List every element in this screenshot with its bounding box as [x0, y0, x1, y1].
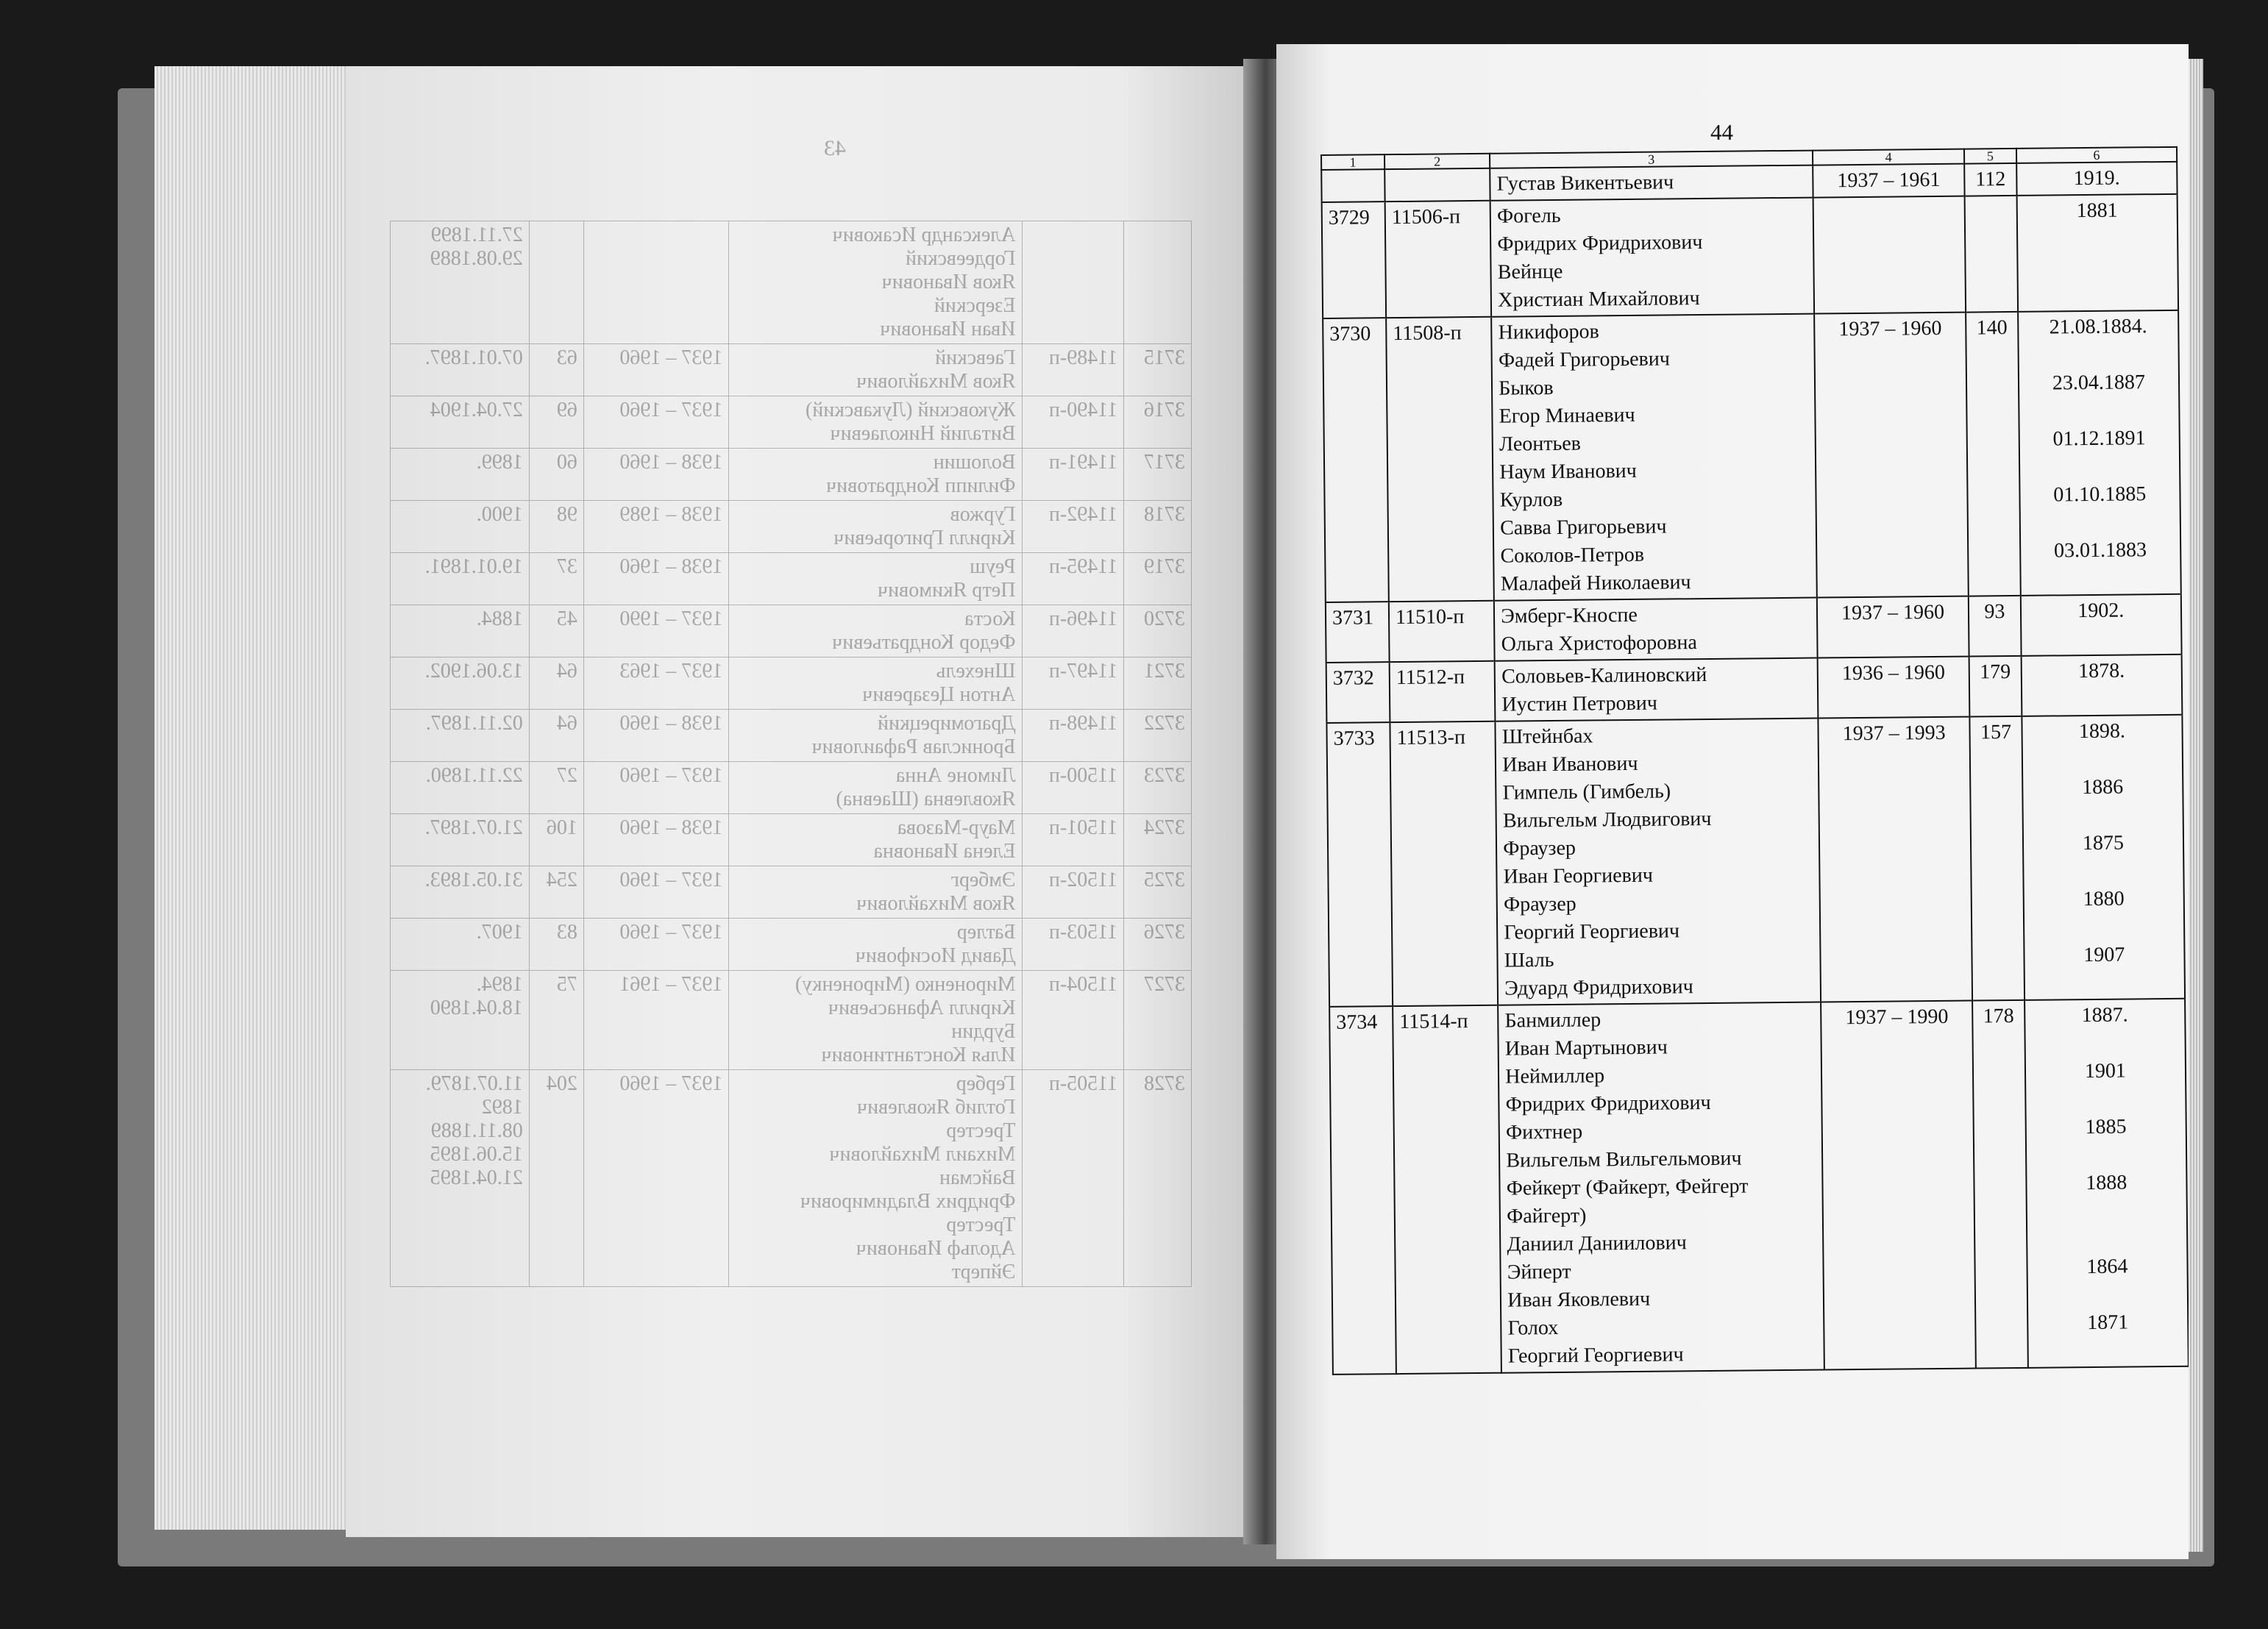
bleed-dates — [391, 449, 530, 501]
bleed-name-line: Коста — [964, 607, 1016, 630]
bleed-date: 22.11.1890. — [425, 764, 523, 787]
bleed-dates — [391, 605, 530, 657]
years-cell — [1813, 196, 1966, 314]
bleed-number: 3728 — [1124, 1070, 1192, 1287]
bleed-date: 1907. — [476, 921, 523, 944]
record-row — [1322, 194, 2178, 318]
bleed-dates — [391, 866, 530, 919]
names-cell — [1495, 658, 1819, 721]
bleed-dates — [391, 710, 530, 762]
bleed-years: 1937 – 1960 — [583, 762, 728, 814]
bleed-dates — [391, 814, 530, 866]
bleed-years — [583, 221, 728, 344]
bleed-name-line: Елена Ивановна — [873, 840, 1016, 863]
bleed-number: 3717 — [1124, 449, 1192, 501]
names-cell — [1496, 719, 1821, 1005]
bleed-case: 11490-п — [1022, 396, 1124, 449]
bleed-name-line: Яков Михайлович — [856, 892, 1016, 915]
birth-date: 01.12.1891 — [2052, 427, 2146, 451]
case-number: 11514-п — [1393, 1005, 1501, 1374]
bleed-pages: 69 — [529, 396, 583, 449]
bleed-row — [391, 501, 1192, 553]
bleed-number: 3724 — [1124, 814, 1192, 866]
bleed-pages: 204 — [529, 1070, 583, 1287]
names-cell — [1490, 198, 1814, 317]
person-surname: Фейкерт (Файкерт, Фейгерт — [1506, 1174, 1749, 1200]
dates-cell — [2016, 194, 2178, 312]
column-header: 5 — [1964, 149, 2016, 164]
bleed-name-line: Эмберг — [950, 869, 1016, 891]
bleed-names — [729, 1070, 1022, 1287]
person-given-name: Егор Минаевич — [1499, 403, 1635, 428]
years-cell: 1937 – 1990 — [1821, 1001, 1976, 1370]
bleed-years: 1938 – 1960 — [583, 710, 728, 762]
bleed-row — [391, 657, 1192, 710]
birth-date: 1888 — [2086, 1171, 2127, 1195]
person-given-name: Христиан Михайлович — [1498, 287, 1700, 312]
person-given-name: Иван Мартынович — [1504, 1035, 1668, 1061]
column-header: 4 — [1813, 149, 1964, 165]
bleed-name-line: Волошин — [933, 451, 1016, 474]
person-given-name: Вильгельм Вильгельмович — [1506, 1147, 1742, 1172]
bleed-name-line: Мироненко (Мироненку) — [794, 973, 1016, 996]
bleed-names — [729, 344, 1022, 396]
person-given-name: Савва Григорьевич — [1500, 515, 1667, 540]
birth-date: 01.10.1885 — [2053, 482, 2147, 507]
bleed-case: 11496-п — [1022, 605, 1124, 657]
bleed-name-line: Езерский — [934, 294, 1016, 317]
bleed-names — [729, 814, 1022, 866]
birth-date: 1901 — [2084, 1059, 2127, 1083]
bleed-name-line: Гордеевский — [906, 247, 1016, 270]
case-number: 11512-п — [1390, 661, 1496, 722]
record-row — [1323, 310, 2181, 602]
bleed-years: 1937 – 1960 — [583, 344, 728, 396]
bleed-number: 3727 — [1124, 971, 1192, 1070]
person-given-name: Георгий Георгиевич — [1504, 919, 1680, 944]
bleed-row — [391, 553, 1192, 605]
bleed-name-line: Иван Иванович — [880, 318, 1016, 341]
bleed-name-line: Трестер — [946, 1119, 1016, 1142]
bleed-dates — [391, 553, 530, 605]
bleed-dates — [391, 919, 530, 971]
bleed-names — [729, 919, 1022, 971]
bleed-date: 02.11.1897. — [425, 712, 523, 735]
bleed-pages: 83 — [529, 919, 583, 971]
person-given-name: Фадей Григорьевич — [1498, 347, 1671, 372]
years-cell: 1937 – 1960 — [1817, 596, 1969, 658]
person-surname: Фраузер — [1503, 836, 1576, 860]
bleed-name-line: Готлиб Яковлевич — [857, 1096, 1016, 1119]
bleed-number: 3722 — [1124, 710, 1192, 762]
bleed-years: 1937 – 1960 — [583, 396, 728, 449]
birth-date: 1880 — [2083, 887, 2125, 911]
bleed-pages: 98 — [529, 501, 583, 553]
bleed-number: 3721 — [1124, 657, 1192, 710]
person-surname: Эйперт — [1507, 1260, 1571, 1284]
bleed-names — [729, 501, 1022, 553]
bleed-name-line: Кирилл Григорьевич — [833, 527, 1016, 549]
bleed-case: 11498-п — [1022, 710, 1124, 762]
bleed-dates — [391, 971, 530, 1070]
bleed-row — [391, 344, 1192, 396]
bleed-date: 21.07.1897. — [424, 816, 523, 839]
dates-cell — [2022, 715, 2185, 1000]
bleed-row — [391, 221, 1192, 344]
bleed-name-line: Давид Иосифович — [855, 944, 1016, 967]
bleed-number: 3726 — [1124, 919, 1192, 971]
page-stack-edges — [154, 66, 375, 1530]
record-number: 3731 — [1326, 602, 1390, 663]
bleed-number: 3720 — [1124, 605, 1192, 657]
bleed-pages: 37 — [529, 553, 583, 605]
bleed-years: 1937 – 1960 — [583, 866, 728, 919]
bleed-pages: 254 — [529, 866, 583, 919]
bleed-date: 21.04.1895 — [430, 1166, 523, 1189]
names-cell — [1491, 314, 1816, 601]
bleed-through-text — [346, 66, 1258, 1537]
bleed-row — [391, 449, 1192, 501]
bleed-row — [391, 762, 1192, 814]
record-number: 3730 — [1323, 318, 1389, 602]
bleed-case: 11504-п — [1022, 971, 1124, 1070]
person-surname: Фраузер — [1503, 892, 1576, 916]
bleed-date: 13.06.1902. — [424, 660, 523, 682]
person-surname: Соколов-Петров — [1500, 543, 1645, 568]
names-cell — [1494, 598, 1818, 661]
bleed-date: 08.11.1889 — [430, 1119, 523, 1142]
bleed-names — [729, 553, 1022, 605]
left-table — [390, 221, 1192, 1287]
person-surname: Эмберг-Кноспе — [1501, 603, 1638, 628]
bleed-name-line: Филипп Кондратович — [826, 474, 1016, 497]
bleed-name-line: Илья Константинович — [821, 1044, 1016, 1066]
bleed-date: 27.11.1899 — [430, 224, 523, 246]
person-surname: Даниил Даниилович — [1507, 1231, 1687, 1256]
bleed-name-line: Гуржов — [950, 503, 1016, 526]
bleed-pages: 106 — [529, 814, 583, 866]
bleed-name-line: Эйперт — [951, 1261, 1016, 1283]
bleed-years: 1938 – 1960 — [583, 449, 728, 501]
pages-cell: 93 — [1969, 596, 2021, 657]
person-given-name: Иван Георгиевич — [1503, 863, 1654, 888]
record-number: 3729 — [1322, 202, 1386, 318]
bleed-row — [391, 1070, 1192, 1287]
birth-date: 1887. — [2081, 1003, 2128, 1027]
bleed-pages: 75 — [529, 971, 583, 1070]
bleed-row — [391, 814, 1192, 866]
bleed-case: 11503-п — [1022, 919, 1124, 971]
bleed-name-line: Маур-Мазова — [897, 816, 1016, 839]
dates-cell — [2025, 999, 2189, 1368]
bleed-years: 1937 – 1990 — [583, 605, 728, 657]
person-surname: Банмиллер — [1504, 1008, 1602, 1033]
record-row — [1326, 715, 2185, 1007]
bleed-names — [729, 710, 1022, 762]
birth-date: 1871 — [2086, 1311, 2129, 1335]
person-surname: Голох — [1507, 1316, 1559, 1340]
record-row — [1326, 655, 2183, 723]
person-surname: Никифоров — [1498, 320, 1599, 344]
bleed-name-line: Яковлевна (Шаевна) — [836, 788, 1016, 810]
person-given-name: Вильгельм Людвигович — [1502, 807, 1712, 833]
bleed-name-line: Антон Цезаревич — [862, 683, 1016, 706]
years-cell: 1937 – 1993 — [1818, 717, 1972, 1002]
bleed-date: 29.08.1889 — [430, 247, 523, 270]
bleed-row — [391, 710, 1192, 762]
bleed-pages: 64 — [529, 710, 583, 762]
bleed-number — [1124, 221, 1192, 344]
bleed-row — [391, 866, 1192, 919]
record-number: 3734 — [1329, 1006, 1396, 1375]
bleed-number: 3715 — [1124, 344, 1192, 396]
bleed-case: 11502-п — [1022, 866, 1124, 919]
birth-date: 1878. — [2077, 659, 2125, 683]
dates-cell — [2021, 594, 2182, 656]
bleed-name-line: Адольф Иванович — [856, 1237, 1016, 1260]
right-page — [1276, 44, 2189, 1559]
right-page-edges — [2189, 59, 2203, 1552]
years-cell: 1937 – 1960 — [1814, 313, 1969, 598]
column-header: 2 — [1384, 154, 1490, 169]
bleed-date: 1892 — [481, 1096, 523, 1119]
pages-cell: 179 — [1969, 656, 2022, 717]
person-surname: Штейнбах — [1501, 724, 1593, 749]
bleed-dates — [391, 396, 530, 449]
bleed-name-line: Михаил Михайлович — [829, 1143, 1016, 1166]
bleed-years: 1937 – 1960 — [583, 919, 728, 971]
bleed-name-line: Александр Исакович — [832, 224, 1016, 246]
archive-table — [1320, 146, 2189, 1375]
person-given-name: Иван Иванович — [1502, 752, 1638, 777]
record-number: 3733 — [1326, 722, 1393, 1007]
birth-date: 1907 — [2083, 943, 2125, 967]
bleed-dates — [391, 221, 530, 344]
bleed-case: 11491-п — [1022, 449, 1124, 501]
bleed-name-line: Яков Михайлович — [856, 370, 1016, 393]
case-number: 11508-п — [1386, 317, 1494, 602]
bleed-years: 1938 – 1989 — [583, 501, 728, 553]
birth-date: 03.01.1883 — [2053, 538, 2147, 563]
bleed-pages — [529, 221, 583, 344]
person-surname: Соловьев-Калиновский — [1501, 663, 1707, 688]
pages-cell: 112 — [1964, 163, 2016, 196]
bleed-name-line: Кирилл Афанасьевич — [828, 997, 1016, 1019]
case-number: 11506-п — [1385, 201, 1492, 318]
pages-cell — [1965, 196, 2018, 313]
bleed-row — [391, 396, 1192, 449]
bleed-number: 3718 — [1124, 501, 1192, 553]
left-page — [346, 66, 1258, 1537]
bleed-names — [729, 221, 1022, 344]
bleed-number: 3716 — [1124, 396, 1192, 449]
bleed-names — [729, 657, 1022, 710]
bleed-names — [729, 762, 1022, 814]
bleed-name-line: Гербер — [956, 1072, 1016, 1095]
person-given-name: Файгерт) — [1507, 1204, 1587, 1228]
bleed-name-line: Драгомирецкий — [878, 712, 1016, 735]
bleed-row — [391, 919, 1192, 971]
birth-date: 1875 — [2082, 831, 2125, 855]
person-surname: Курлов — [1499, 488, 1563, 512]
bleed-name-line: Вайсман — [939, 1166, 1016, 1189]
record-row — [1329, 999, 2189, 1375]
birth-date: 1885 — [2085, 1115, 2127, 1139]
bleed-years: 1938 – 1960 — [583, 814, 728, 866]
bleed-case: 11501-п — [1022, 814, 1124, 866]
column-header: 1 — [1321, 154, 1384, 170]
bleed-date: 1884. — [476, 607, 523, 630]
column-header: 6 — [2016, 147, 2177, 163]
person-given-name: Эдуард Фридрихович — [1504, 975, 1693, 1000]
person-surname: Леонтьев — [1499, 432, 1582, 456]
bleed-number: 3719 — [1124, 553, 1192, 605]
bleed-years: 1938 – 1960 — [583, 553, 728, 605]
bleed-date: 27.04.1904 — [430, 399, 523, 421]
bleed-name-line: Виталий Николаевич — [830, 422, 1016, 445]
person-given-name: Фридрих Фридрихович — [1505, 1091, 1711, 1116]
pages-cell: 157 — [1970, 716, 2025, 1001]
bleed-names — [729, 449, 1022, 501]
bleed-name-line: Батлер — [956, 921, 1016, 944]
bleed-years: 1937 – 1961 — [583, 971, 728, 1070]
bleed-name-line: Шнехель — [936, 660, 1016, 682]
dates-cell — [2021, 655, 2182, 716]
person-given-name: Иван Яковлевич — [1507, 1287, 1651, 1312]
bleed-dates — [391, 657, 530, 710]
bleed-dates — [391, 501, 530, 553]
bleed-date: 1900. — [476, 503, 523, 526]
bleed-case: 11500-п — [1022, 762, 1124, 814]
bleed-names — [729, 396, 1022, 449]
bleed-names — [729, 971, 1022, 1070]
bleed-date: 15.06.1895 — [430, 1143, 523, 1166]
bleed-case: 11495-п — [1022, 553, 1124, 605]
person-given-name: Наум Иванович — [1499, 459, 1637, 484]
birth-date: 23.04.1887 — [2052, 371, 2146, 395]
bleed-case: 11505-п — [1022, 1070, 1124, 1287]
bleed-name-line: Лимоне Анна — [895, 764, 1016, 787]
bleed-years: 1937 – 1963 — [583, 657, 728, 710]
birth-date: 1902. — [2077, 599, 2125, 623]
bleed-number: 3725 — [1124, 866, 1192, 919]
bleed-name-line: Реуш — [970, 555, 1016, 578]
case-number: 11510-п — [1389, 601, 1495, 662]
bleed-years: 1937 – 1960 — [583, 1070, 728, 1287]
dates-cell — [2018, 310, 2181, 596]
bleed-name-line: Бурдин — [951, 1020, 1016, 1043]
bleed-case: 11497-п — [1022, 657, 1124, 710]
bleed-name-line: Фридрих Владимирович — [800, 1190, 1016, 1213]
bleed-pages: 60 — [529, 449, 583, 501]
bleed-pages: 64 — [529, 657, 583, 710]
column-header: 3 — [1490, 151, 1813, 168]
bleed-names — [729, 605, 1022, 657]
left-page-number: 43 — [824, 136, 846, 160]
person-surname: Вейнце — [1497, 260, 1563, 284]
bleed-case: 11492-п — [1022, 501, 1124, 553]
person-name: Густав Викентьевич — [1490, 165, 1813, 201]
bleed-dates — [391, 762, 530, 814]
names-cell — [1498, 1002, 1824, 1373]
bleed-case — [1022, 221, 1124, 344]
page-number: 44 — [1710, 119, 1733, 145]
birth-date: 21.08.1884. — [2049, 315, 2147, 339]
pages-cell: 140 — [1966, 312, 2020, 596]
bleed-date: 1899. — [476, 451, 523, 474]
bleed-date: 19.01.1891. — [424, 555, 523, 578]
bleed-row — [391, 605, 1192, 657]
years-cell: 1937 – 1961 — [1813, 164, 1965, 198]
years-cell: 1936 – 1960 — [1818, 657, 1970, 719]
person-surname: Гимпель (Гимбель) — [1502, 780, 1671, 805]
bleed-number: 3723 — [1124, 762, 1192, 814]
bleed-date: 11.07.1879. — [425, 1072, 523, 1095]
bleed-case: 11489-п — [1022, 344, 1124, 396]
person-given-name: Малафей Николаевич — [1500, 571, 1691, 596]
bleed-pages: 27 — [529, 762, 583, 814]
person-given-name: Ольга Христофоровна — [1501, 631, 1697, 656]
bleed-name-line: Петр Якимович — [878, 579, 1016, 602]
bleed-name-line: Бронислав Рафаилович — [811, 735, 1016, 758]
case-number: 11513-п — [1390, 721, 1498, 1006]
person-surname: Фихтнер — [1505, 1120, 1583, 1144]
bleed-name-line: Яков Иванович — [881, 271, 1016, 293]
bleed-name-line: Жуковский (Лукавский) — [805, 399, 1016, 421]
person-surname: Неймиллер — [1505, 1064, 1605, 1088]
bleed-dates — [391, 1070, 530, 1287]
bleed-dates — [391, 344, 530, 396]
person-given-name: Георгий Георгиевич — [1507, 1343, 1684, 1368]
record-row — [1326, 594, 2182, 663]
birth-date: 1864 — [2086, 1255, 2128, 1279]
bleed-name-line: Гаевский — [935, 346, 1016, 369]
person-surname: Шаль — [1504, 949, 1554, 972]
pages-cell: 178 — [1972, 1000, 2027, 1369]
person-surname: Быков — [1499, 376, 1554, 400]
bleed-name-line: Трестер — [946, 1213, 1016, 1236]
birth-date: 1898. — [2078, 719, 2126, 744]
bleed-date: 1894. — [476, 973, 523, 996]
bleed-row — [391, 971, 1192, 1070]
date-cell: 1919. — [2016, 162, 2178, 196]
person-surname: Фогель — [1496, 204, 1561, 228]
record-number: 3732 — [1326, 662, 1390, 723]
bleed-date: 31.05.1893. — [424, 869, 523, 891]
person-given-name: Иустин Петрович — [1501, 691, 1657, 716]
birth-date: 1886 — [2082, 775, 2124, 799]
bleed-date: 07.01.1897. — [424, 346, 523, 369]
bleed-pages: 63 — [529, 344, 583, 396]
bleed-pages: 45 — [529, 605, 583, 657]
bleed-names — [729, 866, 1022, 919]
bleed-name-line: Федор Кондратьевич — [832, 631, 1016, 654]
person-given-name: Фридрих Фридрихович — [1497, 231, 1703, 256]
birth-date: 1881 — [2076, 199, 2118, 223]
bleed-date: 18.04.1890 — [430, 997, 523, 1019]
